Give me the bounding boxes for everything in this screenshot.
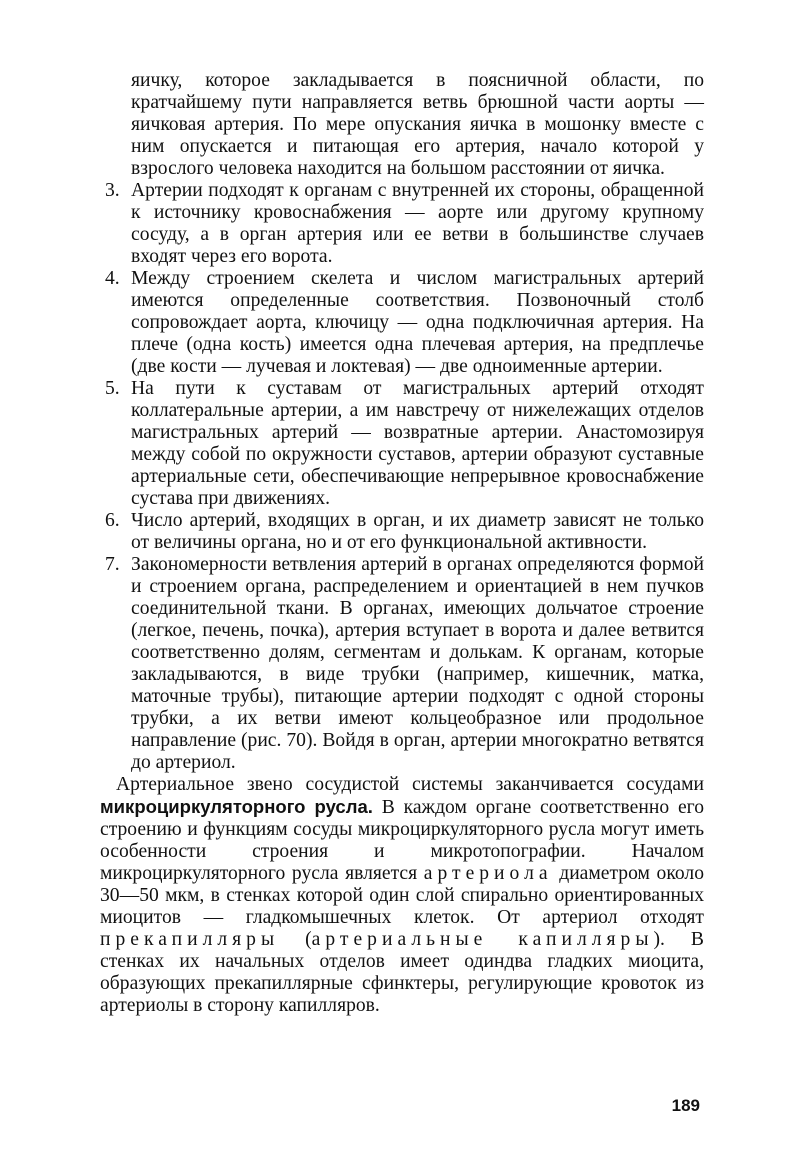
microcirculation-paragraph bbox=[100, 774, 704, 1017]
list-item-text: Число артерий, входящих в орган, и их диаметр зависят не только от величины органа, но и от его функциональной активности. bbox=[131, 510, 704, 553]
list-number: 4. bbox=[105, 268, 120, 289]
page-number: 189 bbox=[671, 1096, 700, 1115]
list-item-4 bbox=[100, 268, 704, 378]
list-item-text: Между строением скелета и числом магистральных артерий имеются определенные соответствия. Позвоночный столб сопровождает аорта, ключицу — одна подключичная артерия. На плече (одна кость) имеется одна плечевая артерия, на предплечье (две кости — лучевая и локтевая) — две одноименные артерии. bbox=[131, 268, 704, 377]
list-item-7 bbox=[100, 554, 704, 774]
list-item-3 bbox=[100, 180, 704, 268]
continuation-text: яичку, которое закладывается в поясничной области, по кратчайшему пути направляется ветвь брюшной части аорты — яичковая артерия. По мере опускания яичка в мошонку вместе с ним опускается и питающая его артерия, начало которой у взрослого человека находится на большом расстоянии от яичка. bbox=[131, 70, 704, 179]
list-item-6 bbox=[100, 510, 704, 554]
spaced-term-precapillary: прекапилляры bbox=[100, 929, 280, 950]
list-item-text: Артерии подходят к органам с внутренней их стороны, обращенной к источнику кровоснабжения — аорте или другому крупному сосуду, а в орган артерия или ее ветви в большинстве случаев входят через его ворота. bbox=[131, 180, 704, 267]
spaced-term-arterial-capillaries: артериальные капилляры bbox=[311, 929, 654, 950]
para-text-2: В каждом органе соответственно его строению и функциям сосуды микроциркуляторного русла могут иметь особенности строения и микротопографии. Началом микроциркуляторного русла является bbox=[100, 797, 705, 884]
list-item-text: Закономерности ветвления артерий в органах определяются формой и строением органа, распределением и ориентацией в нем пучков соединительной ткани. В органах, имеющих дольчатое строение (легкое, печень, почка), артерия вступает в ворота и далее ветвится соответственно долям, сегментам и долькам. К органам, которые закладываются, в виде трубки (например, кишечник, матка, маточные трубы), питающие артерии подходят с одной стороны трубки, а их ветви имеют кольцеобразное или продольное направление (рис. 70). Войдя в орган, артерии многократно ветвятся до артериол. bbox=[131, 554, 704, 773]
list-number: 3. bbox=[105, 180, 120, 201]
para-text-4: ( bbox=[279, 929, 312, 950]
list-item-text: На пути к суставам от магистральных артерий отходят коллатеральные артерии, а им навстречу от нижележащих отделов магистральных артерий — возвратные артерии. Анастомозируя между собой по окружности суставов, артерии образуют суставные артериальные сети, обеспечивающие непрерывное кровоснабжение сустава при движениях. bbox=[131, 378, 704, 509]
page-body bbox=[100, 70, 704, 1017]
para-text-1: Артериальное звено сосудистой системы заканчивается сосудами bbox=[116, 774, 704, 795]
spaced-term-arteriola: артериола bbox=[423, 863, 553, 884]
list-number: 7. bbox=[105, 554, 120, 575]
para-text-3: диаметром около 30—50 мкм, в стенках которой один слой спирально ориентированных миоцитов — гладкомышечных клеток. От артериол отходят bbox=[100, 863, 704, 928]
bold-term: микроциркуляторного русла. bbox=[100, 796, 373, 817]
para-text-5: ). В стенках их начальных отделов имеет одиндва гладких миоцита, образующих прекапиллярные сфинктеры, регулирующие кровоток из артериолы в сторону капилляров. bbox=[100, 929, 704, 1016]
list-number: 5. bbox=[105, 378, 120, 399]
list-item-5 bbox=[100, 378, 704, 510]
list-number: 6. bbox=[105, 510, 120, 531]
